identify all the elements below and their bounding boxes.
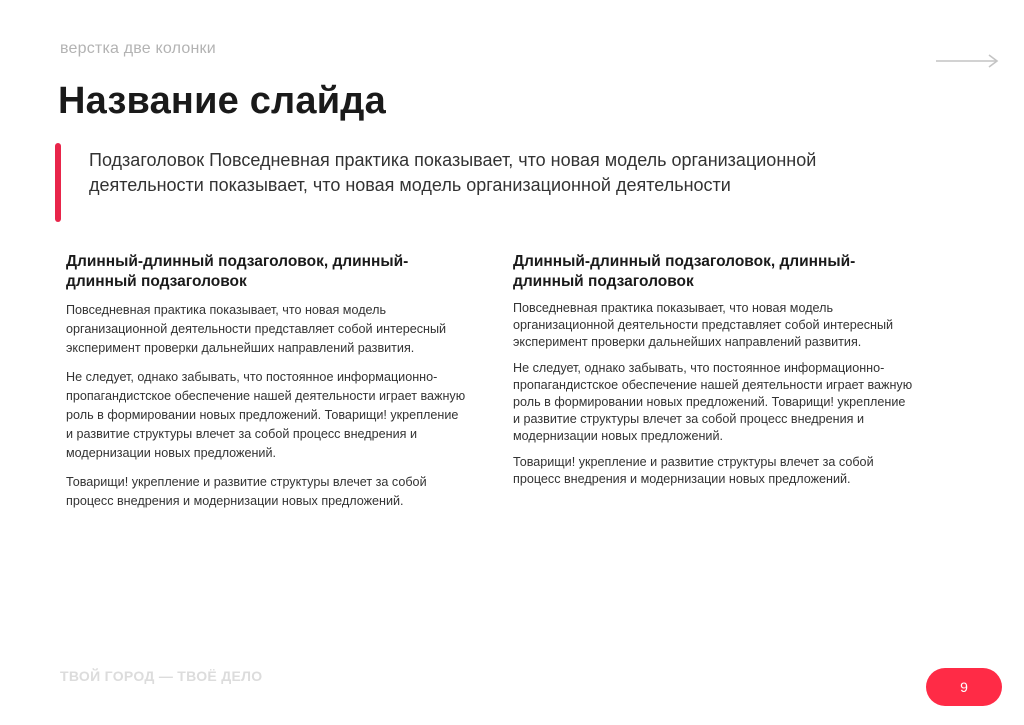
section-label: верстка две колонки <box>60 40 216 57</box>
accent-bar <box>55 143 61 222</box>
right-column-heading: Длинный-длинный подзаголовок, длинный-длинный подзаголовок <box>513 253 856 290</box>
left-column-paragraph: Не следует, однако забывать, что постоянное информационно-пропагандистское обеспечение нашей деятельности играет важную роль в формировании новых предложений. Товарищи! укрепление и развитие структуры влечет за собой процесс внедрения и модернизации новых предложений. <box>66 370 466 460</box>
right-column <box>513 252 913 497</box>
slide-title: Название слайда <box>58 80 386 122</box>
right-column-paragraph: Повседневная практика показывает, что новая модель организационной деятельности представляет собой интересный эксперимент проверки дальнейших направлений развития. <box>513 301 894 349</box>
left-column-paragraph: Повседневная практика показывает, что новая модель организационной деятельности представляет собой интересный эксперимент проверки дальнейших направлений развития. <box>66 303 447 355</box>
right-column-paragraph: Не следует, однако забывать, что постоянное информационно-пропагандистское обеспечение нашей деятельности играет важную роль в формировании новых предложений. Товарищи! укрепление и развитие структуры влечет за собой процесс внедрения и модернизации новых предложений. <box>513 361 913 443</box>
slide-subtitle: Подзаголовок Повседневная практика показывает, что новая модель организационной деятельности показывает, что новая модель организационной деятельности <box>89 150 817 195</box>
arrow-right-icon[interactable] <box>934 53 1000 69</box>
page-number-badge <box>926 668 1002 706</box>
left-column-heading: Длинный-длинный подзаголовок, длинный-длинный подзаголовок <box>66 253 409 290</box>
left-column-paragraph: Товарищи! укрепление и развитие структуры влечет за собой процесс внедрения и модернизации новых предложений. <box>66 475 427 508</box>
footer-brand: ТВОЙ ГОРОД — ТВОЁ ДЕЛО <box>60 668 263 684</box>
left-column <box>66 252 466 521</box>
right-column-paragraph: Товарищи! укрепление и развитие структуры влечет за собой процесс внедрения и модернизации новых предложений. <box>513 455 874 486</box>
page-number: 9 <box>960 679 968 695</box>
